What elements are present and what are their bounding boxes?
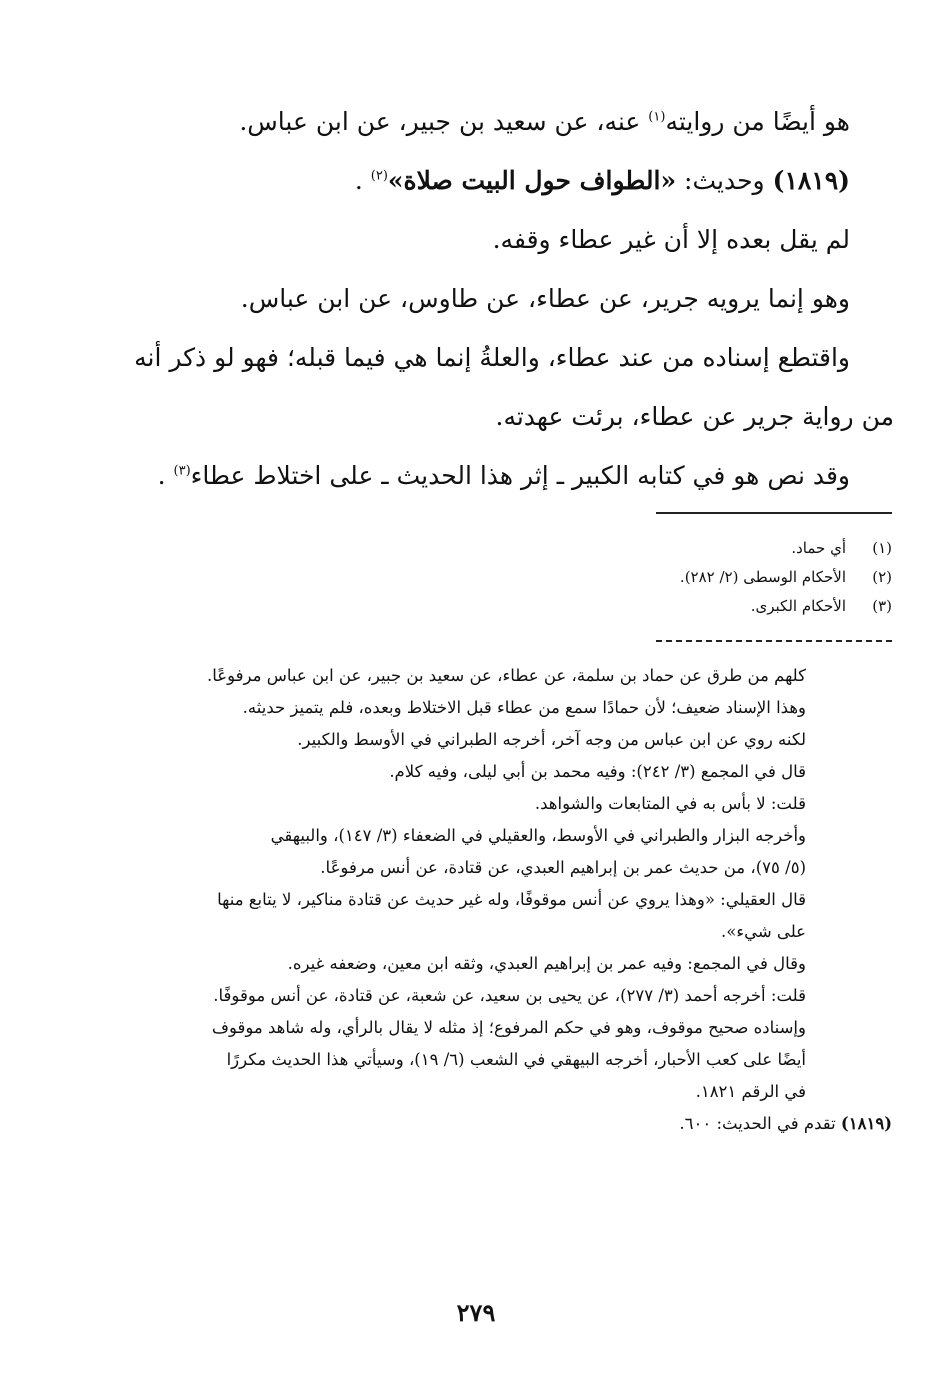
commentary-line: وإسناده صحيح موقوف، وهو في حكم المرفوع؛ إذ مثله لا يقال بالرأي، وله شاهد موقوف — [211, 1018, 806, 1037]
hadith-number: (١٨١٩) — [772, 166, 850, 195]
hadith-text: «الطواف حول البيت صلاة» — [387, 166, 677, 195]
main-line: من رواية جرير عن عطاء، برئت عهدته. — [495, 402, 894, 431]
commentary-line: قال العقيلي: «وهذا يروي عن أنس موقوفًا، وله غير حديث عن قتادة مناكير، لا يتابع منها — [217, 890, 806, 909]
commentary-line: لكنه روي عن ابن عباس من وجه آخر، أخرجه الطبراني في الأوسط والكبير. — [297, 730, 806, 749]
footnote-text: الأحكام الكبرى. — [750, 597, 846, 615]
main-line: لم يقل بعده إلا أن غير عطاء وقفه. — [492, 225, 850, 254]
commentary-separator — [656, 640, 892, 642]
commentary-line: كلهم من طرق عن حماد بن سلمة، عن عطاء، عن سعيد بن جبير، عن ابن عباس مرفوعًا. — [206, 666, 806, 685]
commentary-line: على شيء». — [721, 922, 806, 941]
text-span: . — [354, 166, 371, 195]
text-span: . — [157, 461, 174, 490]
main-line — [138, 446, 850, 505]
footnote-text: أي حماد. — [791, 539, 846, 557]
hadith-heading — [138, 151, 850, 210]
commentary-line: أيضًا على كعب الأحبار، أخرجه البيهقي في الشعب (٦/ ١٩)، وسيأتي هذا الحديث مكررًا — [226, 1050, 806, 1069]
footnote-ref: (١) — [648, 109, 666, 125]
footnote-number: (٣) — [872, 597, 892, 615]
footnote-separator — [656, 512, 892, 514]
footnote-number: (٢) — [872, 568, 892, 586]
text-span: وحديث: — [676, 166, 773, 195]
commentary-line: قلت: لا بأس به في المتابعات والشواهد. — [534, 794, 806, 813]
main-line: وهو إنما يرويه جرير، عن عطاء، عن طاوس، عن ابن عباس. — [240, 284, 850, 313]
commentary-line: وهذا الإسناد ضعيف؛ لأن حمادًا سمع من عطاء قبل الاختلاط وبعده، فلم يتميز حديثه. — [242, 698, 806, 717]
footnote — [392, 563, 892, 592]
text-span: تقدم في الحديث: ٦٠٠. — [679, 1114, 841, 1133]
footnote — [392, 534, 892, 563]
commentary-line: في الرقم ١٨٢١. — [695, 1082, 806, 1101]
commentary-line: قال في المجمع (٣/ ٢٤٢): وفيه محمد بن أبي ليلى، وفيه كلام. — [389, 762, 806, 781]
main-text — [134, 92, 894, 505]
main-line — [138, 92, 850, 151]
commentary-line: (٥/ ٧٥)، من حديث عمر بن إبراهيم العبدي، عن قتادة، عن أنس مرفوعًا. — [320, 858, 806, 877]
page-number: ٢٧٩ — [456, 1298, 496, 1327]
commentary-line: وقال في المجمع: وفيه عمر بن إبراهيم العبدي، وثقه ابن معين، وضعفه غيره. — [287, 954, 806, 973]
commentary-line — [182, 1108, 892, 1140]
footnote-ref: (٣) — [173, 463, 191, 479]
commentary — [182, 660, 892, 1140]
footnote — [392, 592, 892, 621]
footnote-ref: (٢) — [370, 168, 388, 184]
commentary-line: وأخرجه البزار والطبراني في الأوسط، والعقيلي في الضعفاء (٣/ ١٤٧)، والبيهقي — [270, 826, 806, 845]
main-line: واقتطع إسناده من عند عطاء، والعلةُ إنما هي فيما قبله؛ فهو لو ذكر أنه — [134, 343, 850, 372]
hadith-number: (١٨١٩) — [840, 1114, 892, 1133]
footnotes — [392, 534, 892, 621]
footnote-number: (١) — [872, 539, 892, 557]
footnote-text: الأحكام الوسطى (٢/ ٢٨٢). — [679, 568, 846, 586]
commentary-line: قلت: أخرجه أحمد (٣/ ٢٧٧)، عن يحيى بن سعيد، عن شعبة، عن قتادة، عن أنس موقوفًا. — [213, 986, 806, 1005]
text-span: هو أيضًا من روايته — [665, 107, 850, 136]
text-span: عنه، عن سعيد بن جبير، عن ابن عباس. — [239, 107, 649, 136]
text-span: وقد نص هو في كتابه الكبير ـ إثر هذا الحديث ـ على اختلاط عطاء — [190, 461, 850, 490]
